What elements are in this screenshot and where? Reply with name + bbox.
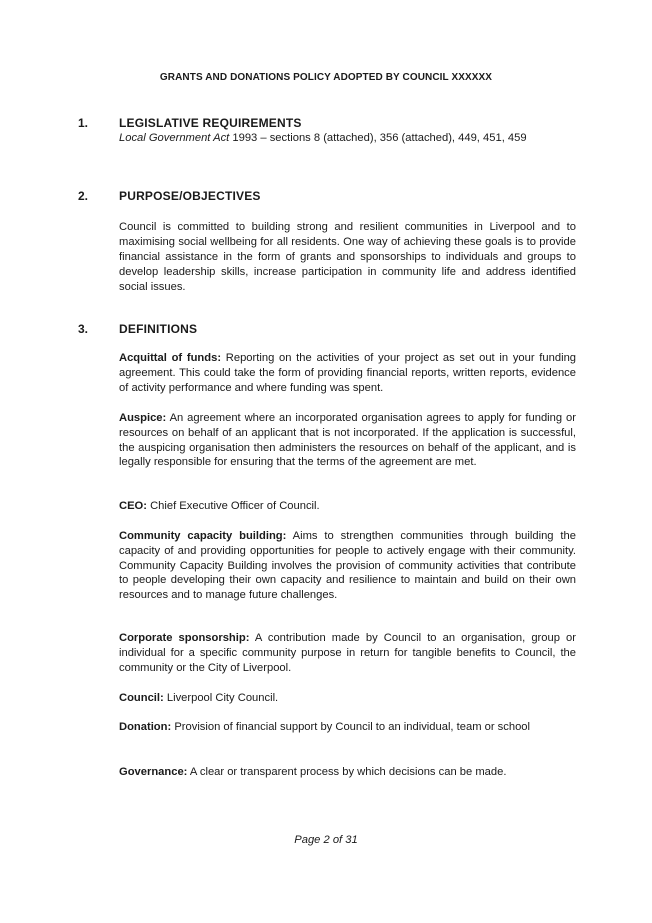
section-number: 3. (78, 322, 89, 336)
section-title: DEFINITIONS (119, 322, 198, 336)
definition-ceo (119, 499, 576, 514)
definition-corporate-sponsorship (119, 631, 576, 675)
definition-auspice (119, 411, 576, 470)
purpose-paragraph: Council is committed to building strong and resilient communities in Liverpool and to maximising social wellbeing for all residents. One way of achieving these goals is to provide financial assistance in the form of grants and sponsorships to individuals and groups to develop leadership skills, increase participation in community life and address identified social issues. (119, 221, 576, 293)
definition-text: A contribution made by Council to an organisation, group or individual for a specific community purpose in return for tangible benefits to Council, the community or the City of Liverpool. (119, 632, 576, 674)
legislation-reference (119, 131, 576, 146)
definition-text: A clear or transparent process by which decisions can be made. (189, 766, 507, 778)
document-header: GRANTS AND DONATIONS POLICY ADOPTED BY COUNCIL XXXXXX (159, 72, 493, 83)
definition-text: Liverpool City Council. (166, 692, 279, 704)
definition-community-capacity-building (119, 529, 576, 603)
definition-term: Donation: (119, 721, 172, 733)
section-number: 1. (78, 116, 89, 130)
definition-text: Reporting on the activities of your project as set out in your funding agreement. This could take the form of providing financial reports, written reports, evidence of activity performance and where funding was spent. (119, 352, 577, 394)
definition-term: Council: (119, 692, 164, 704)
definition-term: Governance: (119, 766, 188, 778)
section-title: LEGISLATIVE REQUIREMENTS (119, 116, 302, 130)
definition-acquittal-of-funds (119, 351, 576, 395)
act-detail: 1993 – sections 8 (attached), 356 (attached), 449, 451, 459 (232, 132, 527, 144)
section-number: 2. (78, 189, 89, 203)
definition-text: An agreement where an incorporated organisation agrees to apply for funding or resources on behalf of an applicant that is not incorporated. If the application is successful, the auspicing organisation then administers the resources on behalf of the applicant, and is legally responsible for ensuring that the terms of the agreement are met. (119, 412, 576, 469)
definition-term: Corporate sponsorship: (119, 632, 250, 644)
definition-term: CEO: (119, 500, 147, 512)
section-definitions (78, 322, 598, 342)
section-legislative-requirements (78, 116, 598, 166)
definition-text: Chief Executive Officer of Council. (150, 500, 320, 512)
definition-text: Aims to strengthen communities through building the capacity of and providing opportunities for people to actively engage with their community. Community Capacity Building involves the provision of community activities that contribute to people developing their own capacity and resilience to maintain and build on their own resources and to manage future challenges. (119, 530, 576, 602)
definition-council (119, 691, 576, 706)
definition-governance (119, 765, 576, 780)
section-purpose-objectives (78, 189, 598, 299)
definition-text: Provision of financial support by Council to an individual, team or school (174, 721, 531, 733)
definition-term: Auspice: (119, 412, 167, 424)
page-number: Page 2 of 31 (294, 834, 358, 846)
section-title: PURPOSE/OBJECTIVES (119, 189, 261, 203)
definition-term: Acquittal of funds: (119, 352, 222, 364)
definition-donation (119, 720, 576, 735)
act-name: Local Government Act (119, 132, 230, 144)
definition-term: Community capacity building: (119, 530, 287, 542)
